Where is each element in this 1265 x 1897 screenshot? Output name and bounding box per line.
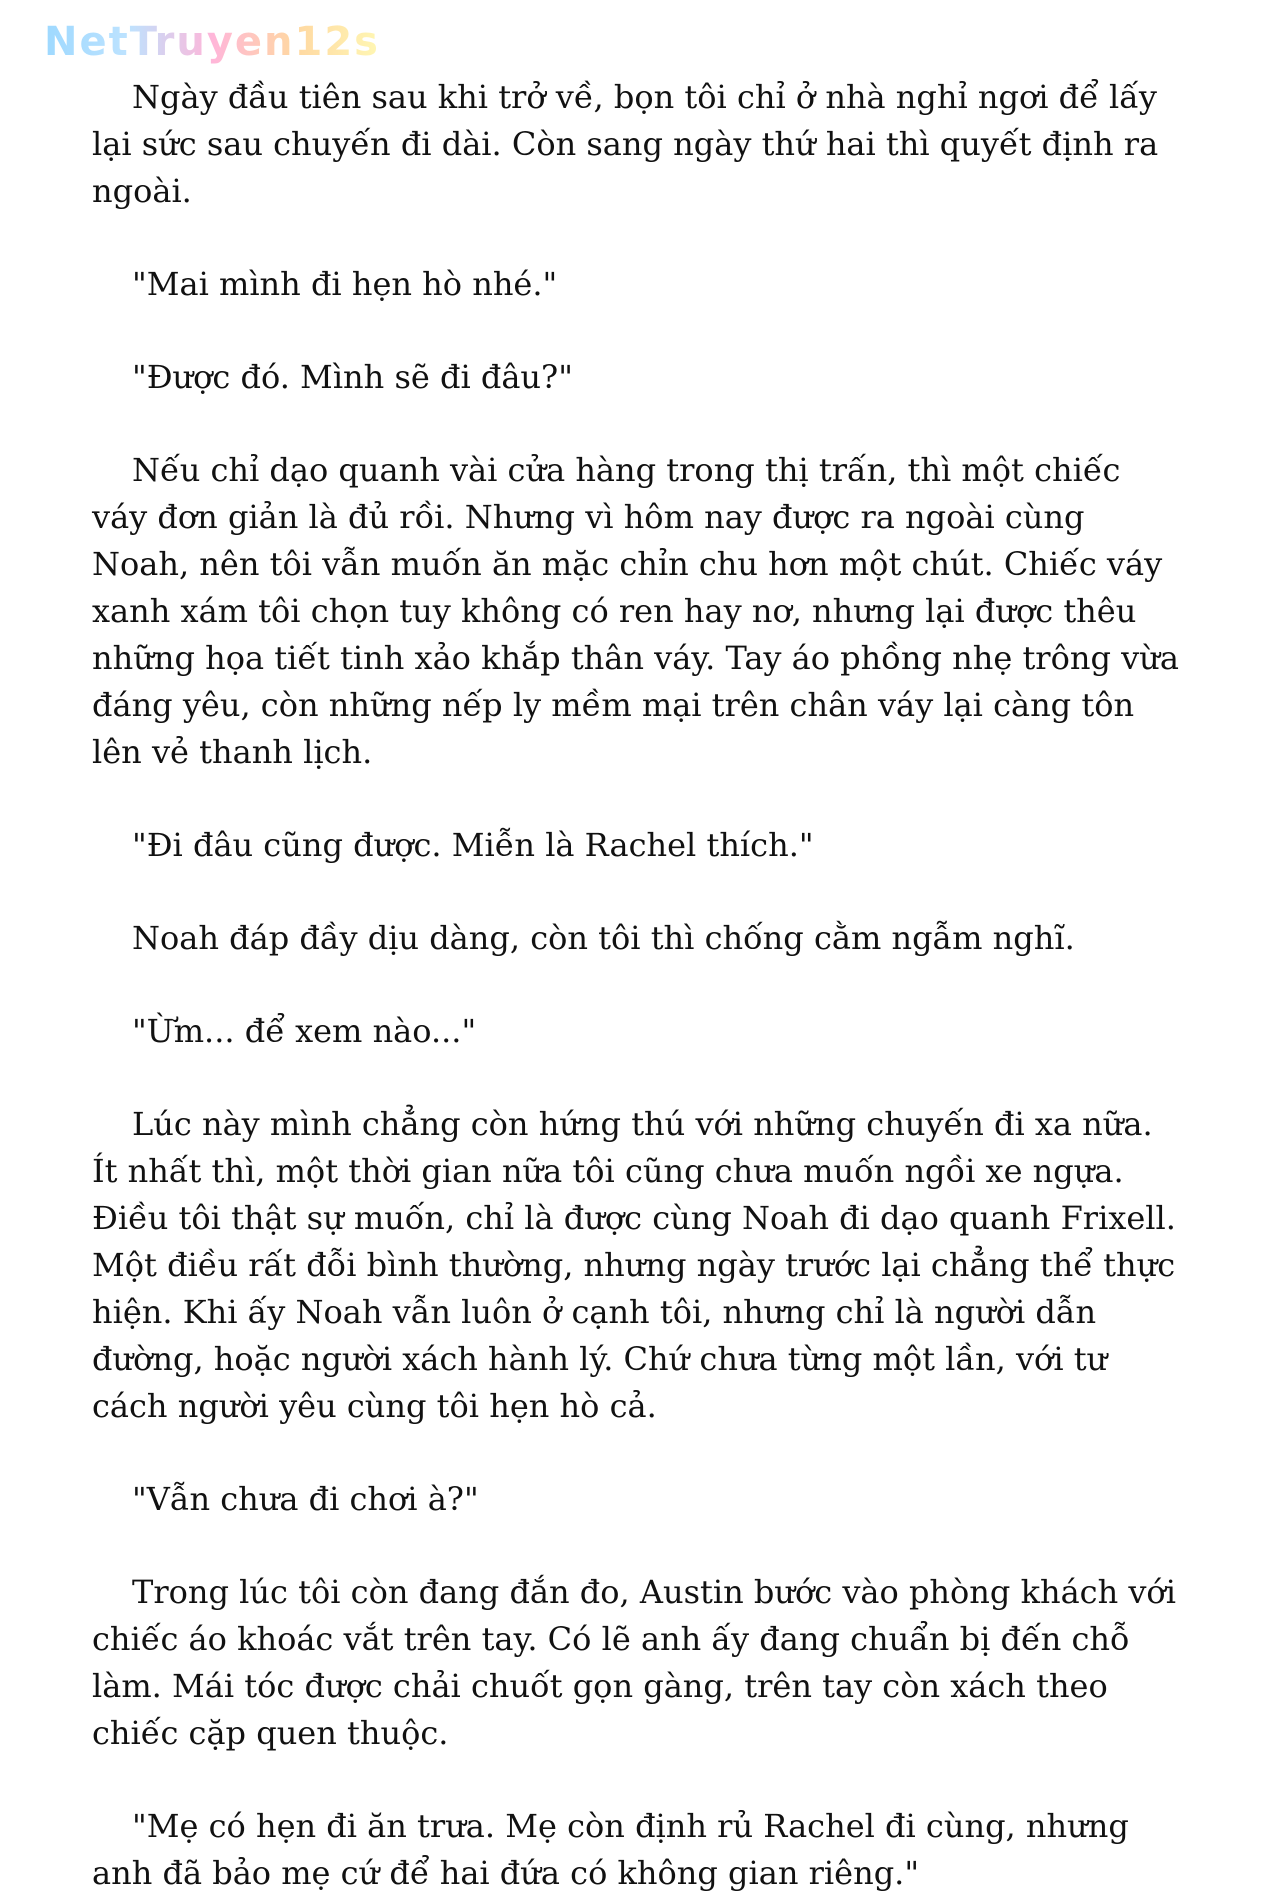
paragraph-gap <box>92 401 1182 447</box>
paragraph-gap <box>92 776 1182 822</box>
paragraph: Ngày đầu tiên sau khi trở về, bọn tôi chỉ ở nhà nghỉ ngơi để lấy lại sức sau chuyến đi dài. Còn sang ngày thứ hai thì quyết định ra ngoài. <box>92 78 1159 210</box>
dialogue-line: "Ừm... để xem nào..." <box>132 1012 477 1050</box>
paragraph: Lúc này mình chẳng còn hứng thú với những chuyến đi xa nữa. Ít nhất thì, một thời gian nữa tôi cũng chưa muốn ngồi xe ngựa. Điều tôi thật sự muốn, chỉ là được cùng Noah đi dạo quanh Frixell. Một điều rất đỗi bình thường, nhưng ngày trước lại chẳng thể thực hiện. Khi ấy Noah vẫn luôn ở cạnh tôi, nhưng chỉ là người dẫn đường, hoặc người xách hành lý. Chứ chưa từng một lần, với tư cách người yêu cùng tôi hẹn hò cả. <box>92 1105 1176 1425</box>
dialogue-line: "Đi đâu cũng được. Miễn là Rachel thích." <box>132 826 814 864</box>
dialogue-line: "Mẹ có hẹn đi ăn trưa. Mẹ còn định rủ Rachel đi cùng, nhưng anh đã bảo mẹ cứ để hai đứa có không gian riêng." <box>92 1807 1129 1892</box>
dialogue-line: "Mai mình đi hẹn hò nhé." <box>132 265 558 303</box>
paragraph-gap <box>92 1523 1182 1569</box>
dialogue-line: "Được đó. Mình sẽ đi đâu?" <box>132 358 573 396</box>
paragraph-gap <box>92 215 1182 261</box>
paragraph-gap <box>92 1430 1182 1476</box>
story-text <box>92 74 1182 1897</box>
paragraph: Trong lúc tôi còn đang đắn đo, Austin bước vào phòng khách với chiếc áo khoác vắt trên tay. Có lẽ anh ấy đang chuẩn bị đến chỗ làm. Mái tóc được chải chuốt gọn gàng, trên tay còn xách theo chiếc cặp quen thuộc. <box>92 1573 1176 1752</box>
dialogue-line: "Vẫn chưa đi chơi à?" <box>132 1480 479 1518</box>
paragraph-gap <box>92 869 1182 915</box>
paragraph: Noah đáp đầy dịu dàng, còn tôi thì chống cằm ngẫm nghĩ. <box>132 919 1075 957</box>
paragraph-gap <box>92 1757 1182 1803</box>
paragraph: Nếu chỉ dạo quanh vài cửa hàng trong thị trấn, thì một chiếc váy đơn giản là đủ rồi. Nhưng vì hôm nay được ra ngoài cùng Noah, nên tôi vẫn muốn ăn mặc chỉn chu hơn một chút. Chiếc váy xanh xám tôi chọn tuy không có ren hay nơ, nhưng lại được thêu những họa tiết tinh xảo khắp thân váy. Tay áo phồng nhẹ trông vừa đáng yêu, còn những nếp ly mềm mại trên chân váy lại càng tôn lên vẻ thanh lịch. <box>92 451 1179 771</box>
paragraph-gap <box>92 308 1182 354</box>
paragraph-gap <box>92 1055 1182 1101</box>
paragraph-gap <box>92 962 1182 1008</box>
watermark-logo: NetTruyen12s <box>44 14 380 70</box>
